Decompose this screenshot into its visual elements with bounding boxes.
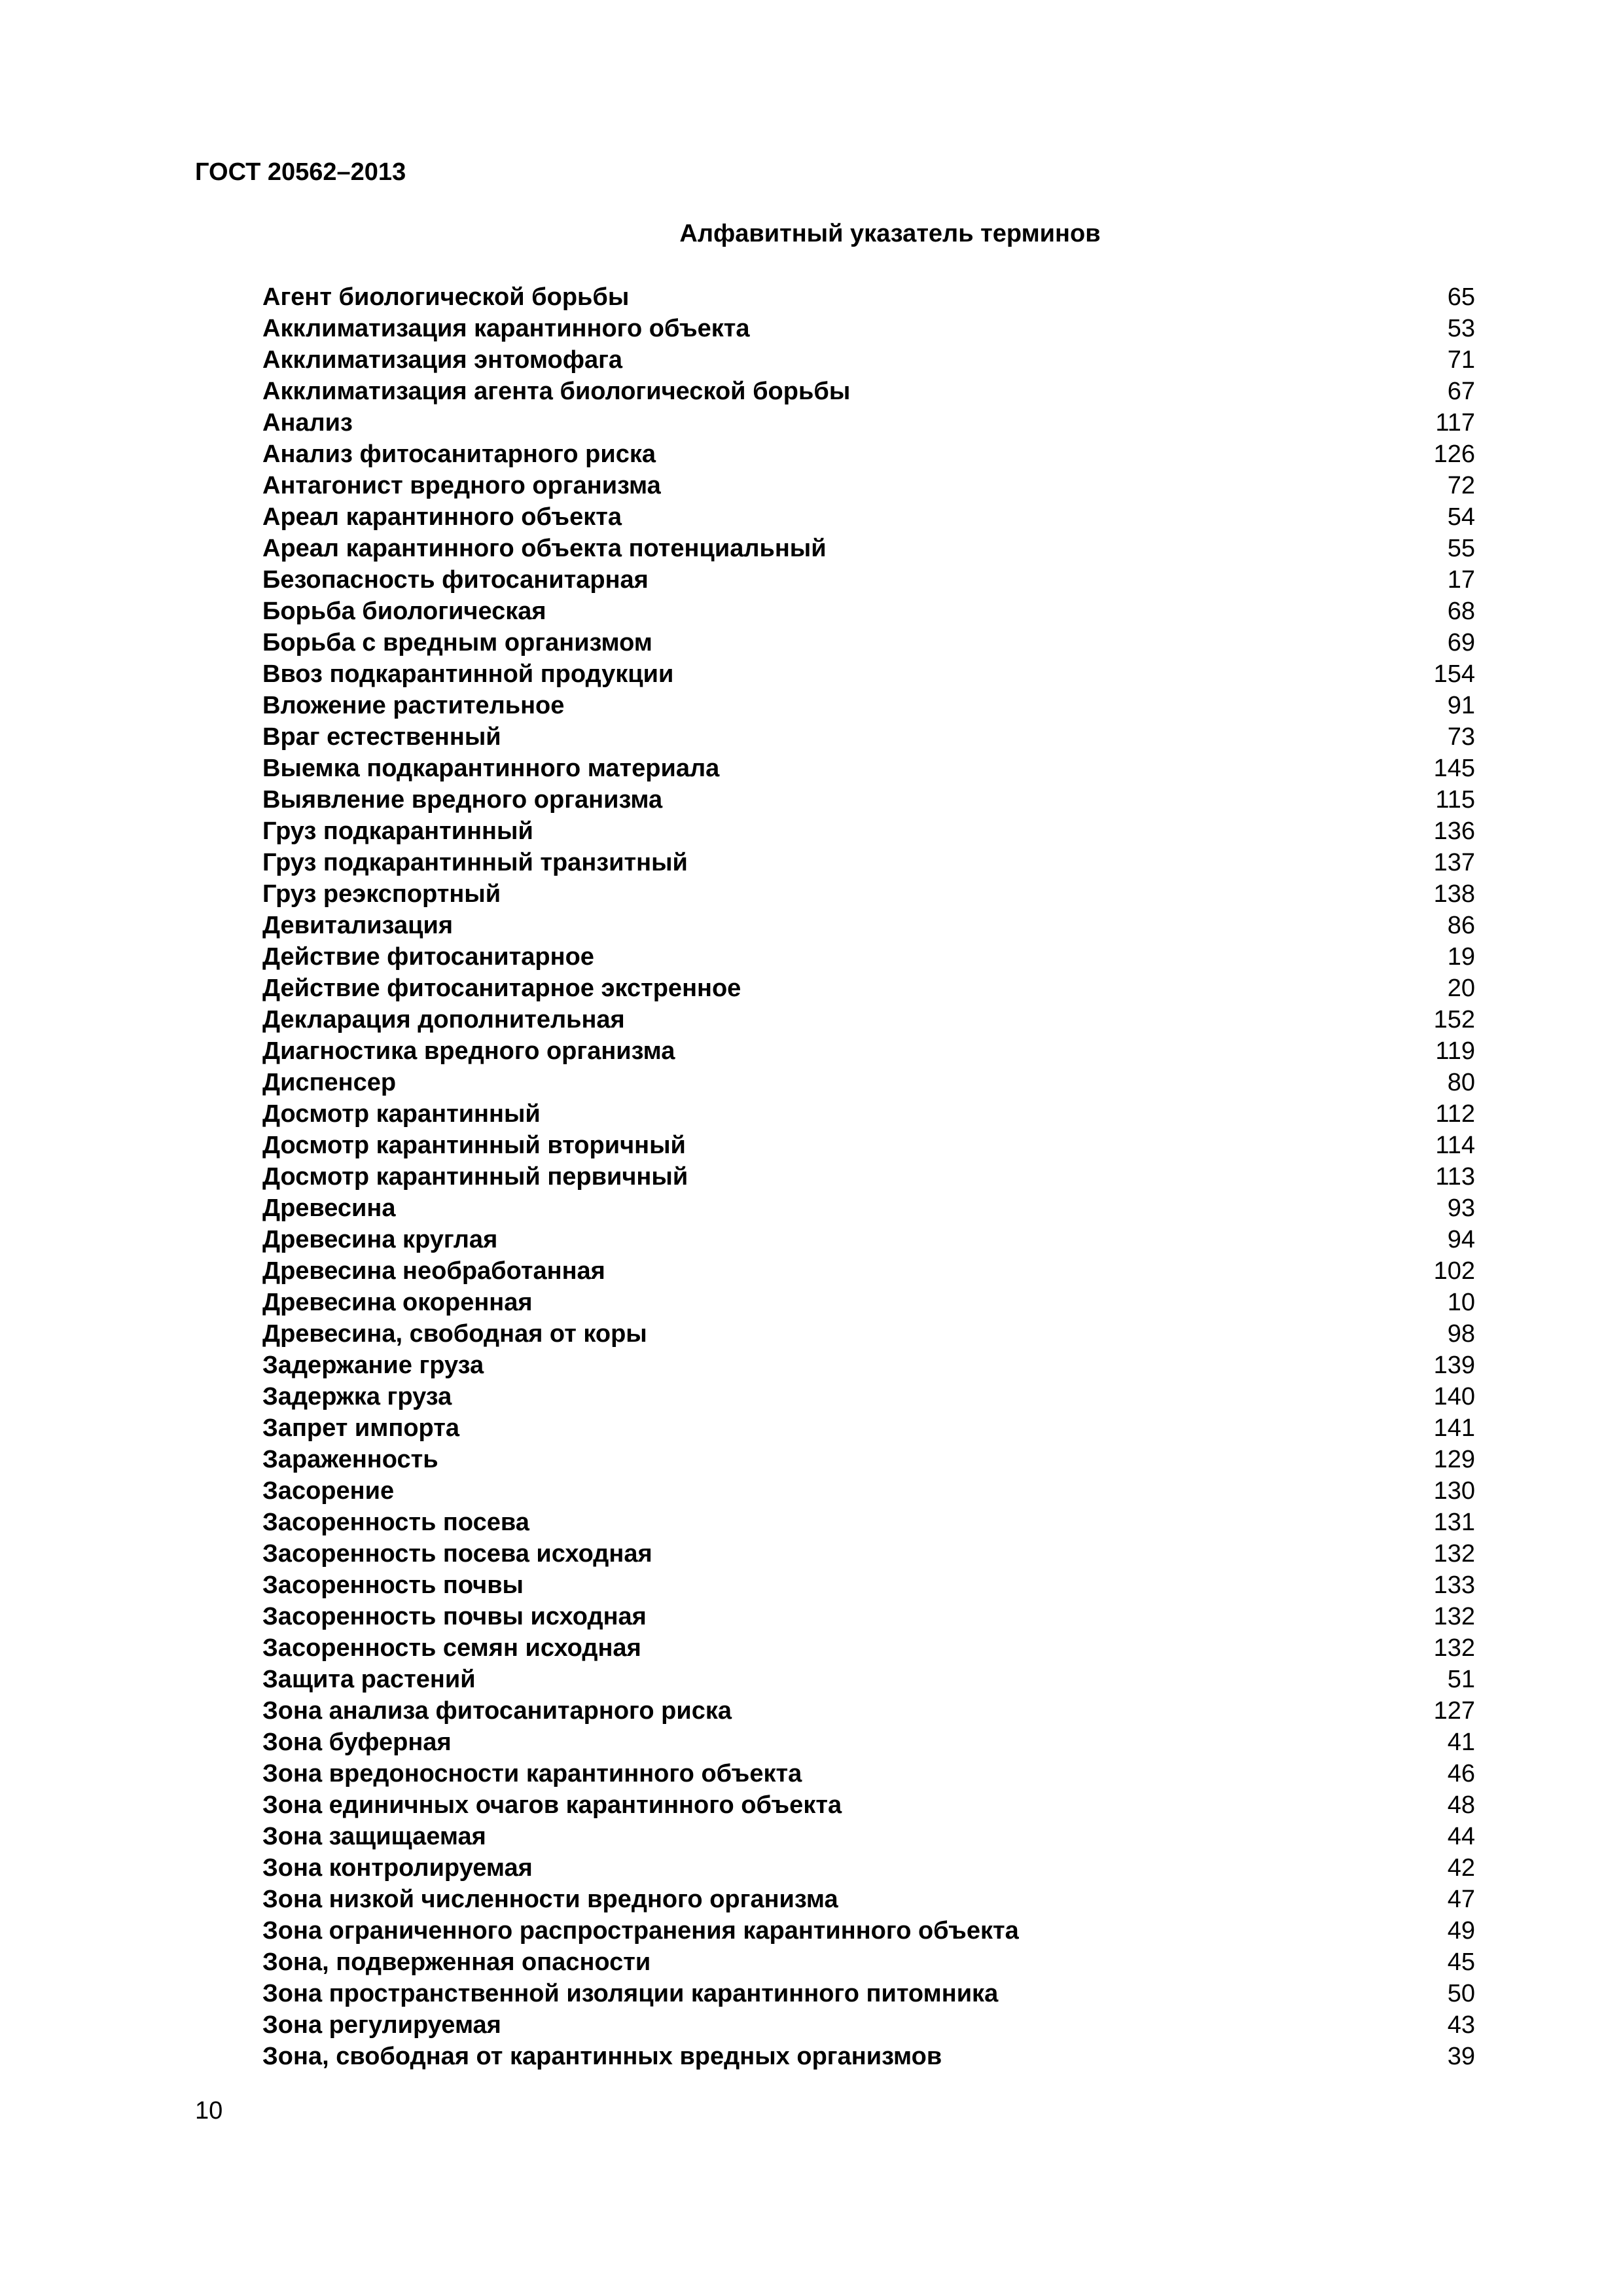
index-term: Засоренность посева [262,1509,529,1536]
index-entry [262,1946,1475,1978]
index-term-number: 53 [1447,315,1475,342]
index-term-number: 44 [1447,1823,1475,1850]
index-entry [262,1538,1475,1570]
index-term-number: 41 [1447,1729,1475,1756]
index-term: Зона пространственной изоляции карантинного питомника [262,1980,999,2007]
index-entry [262,1035,1475,1067]
index-entry [262,1067,1475,1098]
index-term-number: 140 [1433,1383,1475,1410]
index-entry [262,1915,1475,1946]
index-term-number: 10 [1447,1289,1475,1316]
index-term: Зона регулируемая [262,2011,501,2039]
index-term: Зона, свободная от карантинных вредных организмов [262,2043,942,2070]
index-entry [262,1318,1475,1350]
index-term: Досмотр карантинный [262,1100,541,1128]
index-entry [262,470,1475,501]
index-term: Анализ фитосанитарного риска [262,440,656,468]
index-term-number: 130 [1433,1477,1475,1505]
index-title: Алфавитный указатель терминов [679,220,1101,247]
index-term: Антагонист вредного организма [262,472,661,499]
index-entry [262,1224,1475,1255]
index-term: Защита растений [262,1666,476,1693]
index-term-number: 136 [1433,817,1475,845]
index-term: Безопасность фитосанитарная [262,566,649,594]
page-number: 10 [195,2097,223,2125]
index-term-number: 45 [1447,1948,1475,1976]
index-term: Вложение растительное [262,692,565,719]
index-entry [262,721,1475,753]
index-term: Акклиматизация карантинного объекта [262,315,750,342]
index-term: Зараженность [262,1446,438,1473]
index-term: Зона вредоносности карантинного объекта [262,1760,802,1787]
index-entry [262,439,1475,470]
index-term: Зона буферная [262,1729,452,1756]
index-entry [262,847,1475,878]
index-entry [262,1978,1475,2009]
index-entry [262,690,1475,721]
index-term-number: 132 [1433,1603,1475,1630]
index-term-number: 65 [1447,283,1475,311]
index-term-number: 129 [1433,1446,1475,1473]
index-entry [262,1758,1475,1789]
index-term: Зона, подверженная опасности [262,1948,651,1976]
index-term: Ареал карантинного объекта [262,503,622,531]
index-entry [262,1255,1475,1287]
index-term-number: 98 [1447,1320,1475,1348]
index-term-number: 132 [1433,1634,1475,1662]
index-term-number: 42 [1447,1854,1475,1882]
index-term: Девитализация [262,912,454,939]
index-entry [262,1884,1475,1915]
index-term: Зона анализа фитосанитарного риска [262,1697,732,1725]
index-entry [262,1381,1475,1412]
index-term-number: 54 [1447,503,1475,531]
index-term-number: 46 [1447,1760,1475,1787]
index-entry [262,1727,1475,1758]
index-term-number: 131 [1433,1509,1475,1536]
index-term: Декларация дополнительная [262,1006,625,1033]
index-entry [262,1632,1475,1664]
index-term: Выявление вредного организма [262,786,663,814]
index-term: Древесина круглая [262,1226,498,1253]
index-entry [262,1004,1475,1035]
index-term-number: 19 [1447,943,1475,971]
index-term-number: 114 [1435,1132,1475,1159]
index-entry [262,407,1475,439]
index-term-number: 86 [1447,912,1475,939]
index-term-number: 51 [1447,1666,1475,1693]
index-term: Засоренность посева исходная [262,1540,652,1568]
index-term: Анализ [262,409,353,437]
index-term: Диагностика вредного организма [262,1037,675,1065]
index-entry [262,658,1475,690]
term-index-list [262,281,1475,2072]
index-term-number: 93 [1447,1194,1475,1222]
index-entry [262,313,1475,344]
index-term-number: 39 [1447,2043,1475,2070]
index-term: Зона контролируемая [262,1854,533,1882]
index-term: Акклиматизация агента биологической борьбы [262,378,851,405]
index-entry [262,1664,1475,1695]
index-term-number: 72 [1447,472,1475,499]
index-term: Древесина, свободная от коры [262,1320,647,1348]
index-term: Акклиматизация энтомофага [262,346,623,374]
index-term: Засоренность почвы [262,1571,524,1599]
index-term-number: 126 [1433,440,1475,468]
index-entry [262,753,1475,784]
index-entry [262,1161,1475,1193]
index-term-number: 17 [1447,566,1475,594]
index-term: Зона низкой численности вредного организма [262,1886,838,1913]
index-term-number: 141 [1433,1414,1475,1442]
index-term: Борьба с вредным организмом [262,629,652,656]
index-entry [262,344,1475,376]
index-term-number: 47 [1447,1886,1475,1913]
index-term-number: 152 [1433,1006,1475,1033]
index-entry [262,1287,1475,1318]
index-term: Древесина [262,1194,396,1222]
index-term-number: 154 [1433,660,1475,688]
index-term: Досмотр карантинный первичный [262,1163,688,1191]
index-term-number: 102 [1433,1257,1475,1285]
index-term: Диспенсер [262,1069,397,1096]
index-entry [262,1695,1475,1727]
index-term-number: 112 [1435,1100,1475,1128]
index-term-number: 49 [1447,1917,1475,1945]
index-term: Ареал карантинного объекта потенциальный [262,535,827,562]
index-term: Засорение [262,1477,395,1505]
standard-id: ГОСТ 20562–2013 [195,158,406,186]
index-term-number: 139 [1433,1352,1475,1379]
index-term: Зона единичных очагов карантинного объекта [262,1791,842,1819]
index-term-number: 133 [1433,1571,1475,1599]
index-title-container [0,217,1623,250]
index-term: Действие фитосанитарное [262,943,594,971]
index-term-number: 69 [1447,629,1475,656]
index-term-number: 73 [1447,723,1475,751]
index-term-number: 50 [1447,1980,1475,2007]
index-term: Досмотр карантинный вторичный [262,1132,686,1159]
index-term-number: 145 [1433,755,1475,782]
index-term: Древесина необработанная [262,1257,605,1285]
index-term: Запрет импорта [262,1414,459,1442]
index-term: Засоренность семян исходная [262,1634,641,1662]
index-term: Зона защищаемая [262,1823,486,1850]
index-term: Ввоз подкарантинной продукции [262,660,674,688]
index-entry [262,501,1475,533]
index-term-number: 94 [1447,1226,1475,1253]
index-entry [262,784,1475,816]
index-term-number: 115 [1435,786,1475,814]
index-term-number: 80 [1447,1069,1475,1096]
index-term: Действие фитосанитарное экстренное [262,975,741,1002]
index-term-number: 67 [1447,378,1475,405]
index-term-number: 119 [1435,1037,1475,1065]
index-term: Зона ограниченного распространения карантинного объекта [262,1917,1019,1945]
index-entry [262,1852,1475,1884]
index-term-number: 55 [1447,535,1475,562]
index-term: Враг естественный [262,723,501,751]
index-entry [262,1475,1475,1507]
index-term: Груз реэкспортный [262,880,501,908]
index-term-number: 48 [1447,1791,1475,1819]
index-term-number: 20 [1447,975,1475,1002]
index-term-number: 127 [1433,1697,1475,1725]
index-entry [262,596,1475,627]
index-entry [262,1601,1475,1632]
index-entry [262,878,1475,910]
index-term: Задержка груза [262,1383,452,1410]
index-term-number: 138 [1433,880,1475,908]
index-term-number: 68 [1447,598,1475,625]
index-entry [262,1789,1475,1821]
index-entry [262,627,1475,658]
index-entry [262,816,1475,847]
index-entry [262,2009,1475,2041]
index-entry [262,1193,1475,1224]
index-entry [262,1570,1475,1601]
index-entry [262,564,1475,596]
index-entry [262,1507,1475,1538]
index-term: Борьба биологическая [262,598,546,625]
index-term-number: 43 [1447,2011,1475,2039]
index-entry [262,1130,1475,1161]
index-term: Древесина окоренная [262,1289,533,1316]
index-term-number: 132 [1433,1540,1475,1568]
index-entry [262,376,1475,407]
index-entry [262,973,1475,1004]
index-entry [262,941,1475,973]
index-entry [262,1412,1475,1444]
index-entry [262,281,1475,313]
index-entry [262,1444,1475,1475]
index-entry [262,1098,1475,1130]
index-entry [262,533,1475,564]
index-entry [262,1821,1475,1852]
index-term-number: 113 [1435,1163,1475,1191]
index-term: Груз подкарантинный транзитный [262,849,688,876]
index-entry [262,910,1475,941]
index-entry [262,2041,1475,2072]
index-entry [262,1350,1475,1381]
index-term: Выемка подкарантинного материала [262,755,720,782]
index-term: Задержание груза [262,1352,484,1379]
index-term-number: 91 [1447,692,1475,719]
index-term-number: 137 [1433,849,1475,876]
index-term-number: 117 [1435,409,1475,437]
index-term-number: 71 [1447,346,1475,374]
index-term: Засоренность почвы исходная [262,1603,647,1630]
index-term: Агент биологической борьбы [262,283,630,311]
index-term: Груз подкарантинный [262,817,533,845]
